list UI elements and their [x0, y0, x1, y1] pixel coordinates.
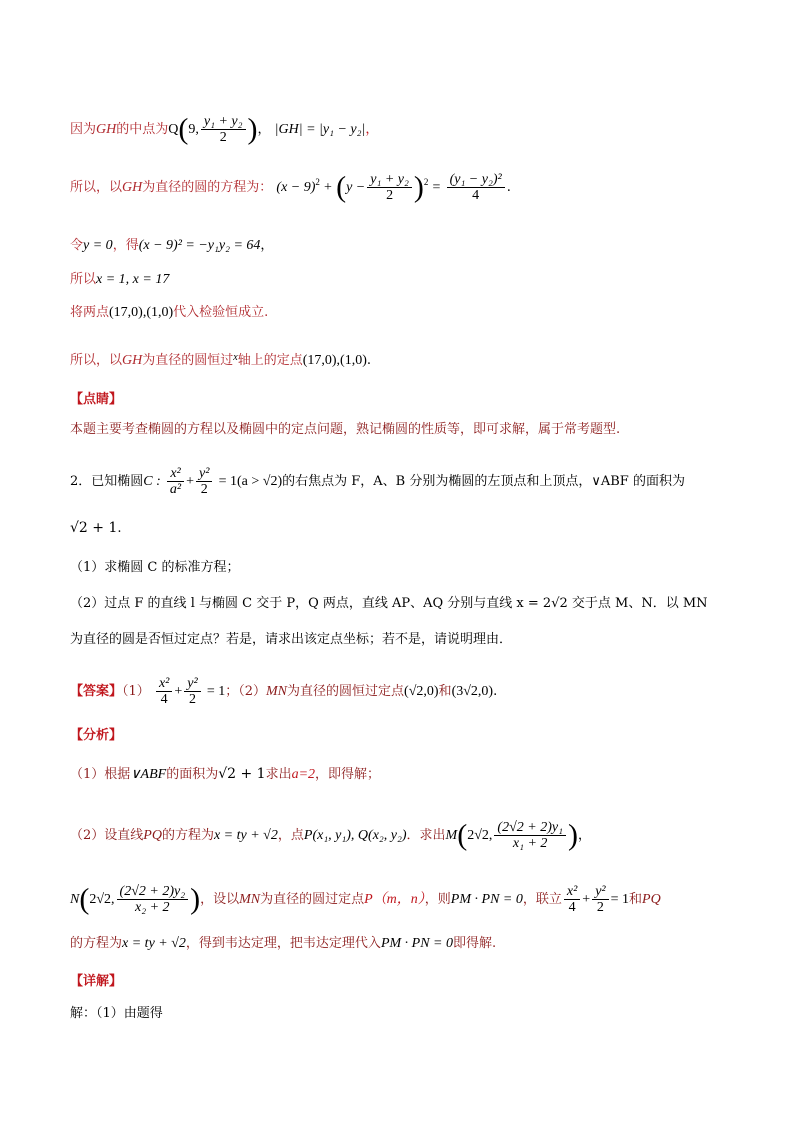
answer-line	[70, 676, 497, 707]
heading-dianjing: 【点睛】	[70, 392, 123, 407]
line-midpoint	[70, 114, 378, 145]
math: P(x₁, y₁), Q(x₂, y₂)	[303, 828, 407, 843]
math: (17,0),(1,0)	[302, 353, 367, 368]
text: ，点	[277, 828, 304, 843]
text: ，联立	[522, 892, 562, 907]
paren: )	[413, 170, 424, 204]
math: √2 + 1	[70, 520, 118, 536]
text: .	[366, 353, 372, 368]
denominator: a²	[169, 482, 182, 497]
text: 代入检验恒成立.	[173, 305, 269, 320]
math: (17,0),(1,0)	[109, 305, 174, 320]
text: 即得解.	[453, 936, 497, 951]
denominator: x₁ + 2	[512, 836, 548, 851]
text: 将两点	[70, 305, 110, 320]
text: （1）根据	[70, 767, 131, 782]
var-n: N	[70, 892, 80, 907]
text: 轴上的定点	[237, 353, 303, 368]
text: 的中点为	[116, 122, 169, 137]
text: 的面积为	[166, 767, 219, 782]
math: 2√2,	[89, 892, 115, 907]
math: 2√2,	[467, 828, 493, 843]
math: 9,	[188, 122, 199, 137]
text: 的方程为	[70, 936, 123, 951]
numerator: (2√2 + 2)y₂	[117, 884, 189, 900]
paren: )	[247, 112, 258, 146]
math: a=2	[291, 767, 316, 782]
line-let-y	[70, 238, 273, 254]
question-number: 2．已知椭圆	[70, 474, 144, 489]
fraction	[201, 114, 246, 145]
math: y −	[346, 180, 366, 195]
var-gh: GH	[122, 353, 143, 368]
text: .	[493, 684, 498, 699]
math: (x − 9)² = −y₁y₂ = 64	[138, 238, 261, 253]
text: 令	[70, 238, 84, 253]
text: 为直径的圆的方程为：	[142, 180, 273, 195]
math: = 1	[610, 892, 630, 907]
line-verify	[70, 305, 268, 321]
text: ，设以	[200, 892, 240, 907]
numerator: x²	[564, 884, 580, 900]
fraction	[117, 884, 189, 915]
denominator: 4	[568, 900, 576, 915]
denominator: 2	[200, 482, 208, 497]
text: 求出	[265, 767, 292, 782]
math: C :	[143, 474, 161, 489]
question-2-part2a: （2）过点 F 的直线 l 与椭圆 C 交于 P，Q 两点，直线 AP、AQ 分别与直线 x = 2√2 交于点 M、N．以 MN	[70, 596, 708, 611]
text: 所以，以	[70, 180, 123, 195]
denominator: 4	[472, 188, 480, 203]
question-2-part1: （1）求椭圆 C 的标准方程；	[70, 560, 240, 575]
text: 的方程为	[161, 828, 214, 843]
numerator: y₁ + y₂	[367, 172, 412, 188]
dot-product: PM · PN = 0	[450, 892, 523, 907]
text: 和	[438, 684, 452, 699]
question-2-line1	[70, 466, 685, 497]
line-circle-eq	[70, 172, 511, 203]
var-m: M	[445, 828, 458, 843]
var-q: Q	[168, 122, 179, 137]
exponent: 2	[423, 177, 429, 187]
text: ，	[577, 828, 591, 843]
text: 所以	[70, 272, 97, 287]
text: （1）	[122, 684, 150, 699]
var-x: x	[233, 352, 238, 363]
analysis-4	[70, 936, 496, 952]
paren: )	[190, 882, 201, 916]
math: y = 0	[83, 238, 113, 253]
math: x = ty + √2	[213, 828, 278, 843]
text: ，	[365, 122, 379, 137]
text: ，即得解；	[315, 767, 381, 782]
math: +	[324, 180, 332, 195]
text: 所以，以	[70, 353, 123, 368]
math: ∨ABF	[130, 767, 167, 782]
analysis-2	[70, 820, 591, 851]
paren: (	[178, 112, 189, 146]
text: ，	[257, 122, 271, 137]
fraction	[184, 676, 200, 707]
text: 因为	[70, 122, 97, 137]
fraction	[367, 172, 412, 203]
abs-expr: |GH| = |y₁ − y₂|	[274, 122, 366, 137]
fraction	[447, 172, 505, 203]
paren: (	[457, 818, 468, 852]
fraction	[564, 884, 580, 915]
fraction	[156, 676, 172, 707]
fraction	[592, 884, 608, 915]
dot-product: PM · PN = 0	[380, 936, 453, 951]
math: +	[186, 474, 195, 489]
text: ．求出	[406, 828, 446, 843]
math: x = 1, x = 17	[96, 272, 170, 287]
heading-xiangjie: 【详解】	[70, 974, 123, 989]
numerator: (2√2 + 2)y₁	[494, 820, 566, 836]
denominator: 2	[386, 188, 394, 203]
heading-answer: 【答案】	[70, 684, 123, 699]
analysis-3	[70, 884, 661, 915]
fraction	[167, 466, 184, 497]
var-gh: GH	[122, 180, 143, 195]
numerator: y²	[184, 676, 200, 692]
math: +	[582, 892, 591, 907]
solution-start: 解：（1）由题得	[70, 1006, 163, 1021]
math: √2 + 1	[218, 766, 266, 782]
denominator: 2	[188, 692, 196, 707]
text: 为直径的圆恒过	[142, 353, 234, 368]
text: ；（2）	[225, 684, 267, 699]
var-pq: PQ	[143, 828, 162, 843]
math: (3√2,0)	[451, 684, 494, 699]
exponent: 2	[315, 177, 320, 187]
question-2-part2b: 为直径的圆是否恒过定点？若是，请求出该定点坐标；若不是，请说明理由．	[70, 632, 513, 647]
paren: (	[336, 170, 347, 204]
text: ，	[260, 238, 274, 253]
var-gh: GH	[96, 122, 117, 137]
fraction	[196, 466, 212, 497]
text: .	[506, 180, 511, 195]
math: x = ty + √2	[122, 936, 186, 951]
var-mn: MN	[239, 892, 261, 907]
text: ，得	[112, 238, 139, 253]
line-x-values	[70, 272, 169, 288]
denominator: x₂ + 2	[135, 900, 170, 915]
text: ，则	[424, 892, 451, 907]
point-p: P（m，n）	[364, 892, 425, 907]
denominator: 2	[219, 130, 227, 145]
numerator: y²	[592, 884, 608, 900]
text: 和	[629, 892, 643, 907]
numerator: (y₁ − y₂)²	[447, 172, 505, 188]
question-2-line2	[70, 520, 122, 537]
numerator: y²	[196, 466, 212, 482]
line-conclusion	[70, 350, 371, 369]
paren: (	[79, 882, 90, 916]
math: = 1(a > √2)	[218, 474, 283, 489]
numerator: y₁ + y₂	[201, 114, 246, 130]
var-pq: PQ	[642, 892, 661, 907]
numerator: x²	[156, 676, 172, 692]
var-mn: MN	[266, 684, 288, 699]
numerator: x²	[167, 466, 184, 482]
denominator: 2	[596, 900, 604, 915]
text: ，得到韦达定理，把韦达定理代入	[185, 936, 381, 951]
math: = 1	[206, 684, 226, 699]
denominator: 4	[160, 692, 168, 707]
paren: )	[567, 818, 578, 852]
analysis-1	[70, 766, 380, 783]
text: 为直径的圆恒过定点	[287, 684, 405, 699]
text: （2）设直线	[70, 828, 144, 843]
heading-fenxi: 【分析】	[70, 728, 123, 743]
math: (√2,0)	[404, 684, 439, 699]
text: 的右焦点为 F，A、B 分别为椭圆的左顶点和上顶点，∨ABF 的面积为	[282, 474, 685, 489]
text: 为直径的圆过定点	[260, 892, 365, 907]
math: =	[432, 180, 441, 195]
math: +	[174, 684, 183, 699]
fraction	[494, 820, 566, 851]
dianjing-text: 本题主要考查椭圆的方程以及椭圆中的定点问题，熟记椭圆的性质等，即可求解，属于常考题型.	[70, 422, 621, 437]
text: .	[117, 521, 122, 536]
math: (x − 9)	[276, 180, 316, 195]
